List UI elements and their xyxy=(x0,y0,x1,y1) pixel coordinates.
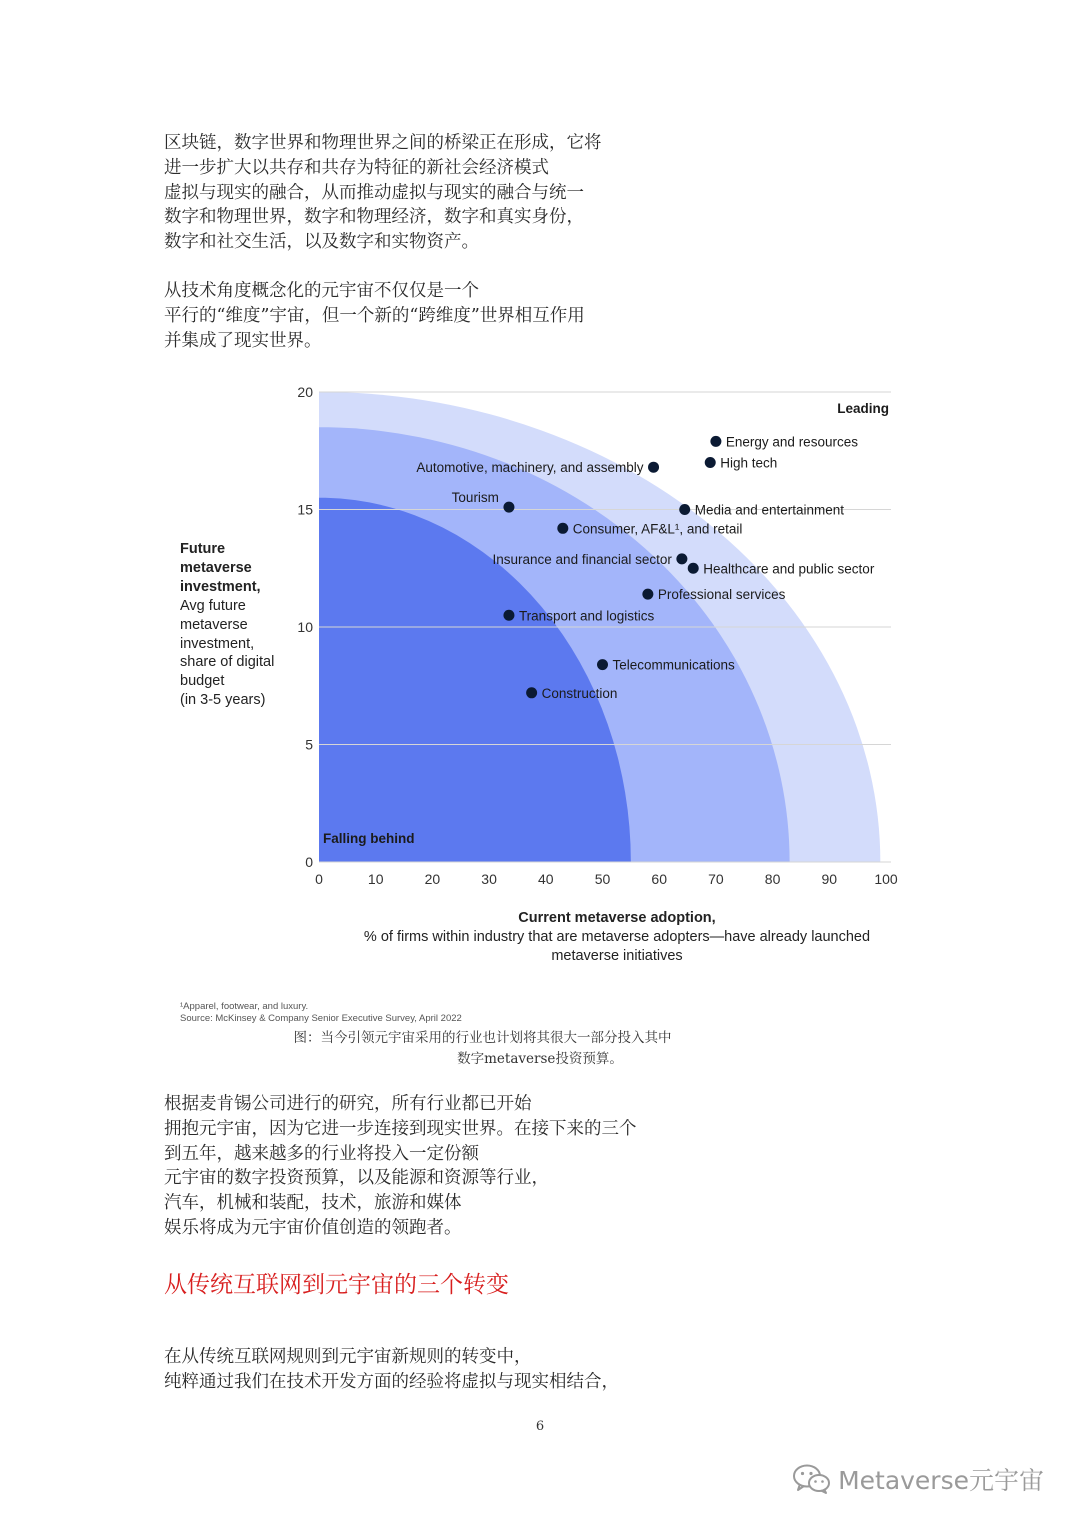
data-point xyxy=(503,502,514,513)
text-line: 虚拟与现实的融合，从而推动虚拟与现实的融合与统一 xyxy=(164,182,584,203)
footnote-line: Source: McKinsey & Company Senior Executive Survey, April 2022 xyxy=(180,1013,462,1024)
data-point xyxy=(597,659,608,670)
text-line: 并集成了现实世界。 xyxy=(164,330,322,351)
data-point xyxy=(503,610,514,621)
text-line: 数字和社交生活，以及数字和实物资产。 xyxy=(164,232,479,253)
y-tick-label: 0 xyxy=(305,854,313,870)
y-tick-label: 20 xyxy=(297,384,313,400)
y-axis-label-line: Avg future xyxy=(180,598,246,614)
y-axis-label-line: share of digital xyxy=(180,654,275,670)
metaverse-adoption-chart xyxy=(165,375,925,1035)
x-axis-label-line: metaverse initiatives xyxy=(551,948,683,964)
y-axis-label-line: metaverse xyxy=(180,560,252,576)
data-point xyxy=(679,504,690,515)
point-label: Automotive, machinery, and assembly xyxy=(416,460,644,476)
x-tick-label: 50 xyxy=(594,871,611,887)
y-tick-label: 5 xyxy=(305,736,313,753)
y-axis-label xyxy=(180,541,274,708)
zone-label-falling-behind: Falling behind xyxy=(323,831,415,846)
y-axis-label-line: investment, xyxy=(180,636,255,652)
y-axis-label-line: (in 3-5 years) xyxy=(180,692,266,708)
x-tick-label: 70 xyxy=(708,871,724,887)
watermark-text: Metaverse元宇宙 xyxy=(838,1466,1044,1495)
figure-caption xyxy=(0,1028,1080,1070)
x-tick-label: 10 xyxy=(367,871,384,887)
x-axis-label xyxy=(364,910,870,964)
point-label: Energy and resources xyxy=(725,434,858,450)
data-point xyxy=(648,462,659,473)
point-label: Consumer, AF&L¹, and retail xyxy=(572,521,743,537)
x-tick-label: 30 xyxy=(481,871,497,887)
text-line: 纯粹通过我们在技术开发方面的经验将虚拟与现实相结合， xyxy=(164,1371,619,1392)
zone-label-leading: Leading xyxy=(837,401,889,416)
y-tick-label: 10 xyxy=(297,619,313,635)
wechat-icon xyxy=(792,1462,832,1496)
data-point xyxy=(526,687,537,698)
data-point xyxy=(642,589,653,600)
x-tick-label: 100 xyxy=(874,871,898,887)
footnote-line: ¹Apparel, footwear, and luxury. xyxy=(180,1001,309,1012)
data-point xyxy=(557,523,568,534)
text-line: 娱乐将成为元宇宙价值创造的领跑者。 xyxy=(164,1217,462,1238)
text-line: 根据麦肯锡公司进行的研究，所有行业都已开始 xyxy=(164,1094,532,1114)
text-line: 元宇宙的数字投资预算，以及能源和资源等行业， xyxy=(164,1168,549,1189)
transition-paragraph xyxy=(164,1345,619,1395)
point-label: Construction xyxy=(541,685,618,701)
caption-line: 数字metaverse投资预算。 xyxy=(457,1051,623,1067)
x-tick-label: 90 xyxy=(821,871,838,887)
data-point xyxy=(710,436,721,447)
page-number: 6 xyxy=(535,1419,545,1434)
point-label: High tech xyxy=(720,455,778,471)
y-axis-label-line: investment, xyxy=(180,579,261,595)
section-heading: 从传统互联网到元宇宙的三个转变 xyxy=(164,1272,509,1298)
x-axis-ticks xyxy=(315,871,898,887)
point-label: Transport and logistics xyxy=(518,608,655,624)
y-axis-label-line: metaverse xyxy=(180,617,248,633)
intro-paragraph xyxy=(164,131,602,255)
y-axis-label-line: budget xyxy=(180,673,225,689)
text-line: 拥抱元宇宙，因为它进一步连接到现实世界。在接下来的三个 xyxy=(164,1118,637,1139)
data-point xyxy=(688,563,699,574)
x-tick-label: 0 xyxy=(315,871,323,887)
y-axis-ticks xyxy=(297,384,313,870)
text-line: 数字和物理世界，数字和物理经济，数字和真实身份， xyxy=(164,207,584,228)
x-tick-label: 20 xyxy=(424,871,441,887)
chart-footnote xyxy=(180,1001,462,1024)
y-tick-label: 15 xyxy=(297,501,313,518)
point-label: Media and entertainment xyxy=(694,502,845,518)
caption-line: 图：当今引领元宇宙采用的行业也计划将其很大一部分投入其中 xyxy=(293,1030,672,1046)
y-axis-label-line: Future xyxy=(180,541,226,557)
point-label: Insurance and financial sector xyxy=(492,551,672,567)
text-line: 进一步扩大以共存和共存为特征的新社会经济模式 xyxy=(164,157,549,178)
point-label: Professional services xyxy=(657,587,786,603)
text-line: 平行的“维度”宇宙，但一个新的“跨维度”世界相互作用 xyxy=(164,305,585,326)
data-point xyxy=(676,553,687,564)
point-label: Healthcare and public sector xyxy=(703,561,875,577)
x-axis-label-line: Current metaverse adoption, xyxy=(518,910,716,926)
point-label: Telecommunications xyxy=(612,657,735,673)
watermark xyxy=(792,1462,1044,1496)
text-line: 从技术角度概念化的元宇宙不仅仅是一个 xyxy=(164,281,479,301)
text-line: 在从传统互联网规则到元宇宙新规则的转变中， xyxy=(164,1347,532,1367)
x-tick-label: 80 xyxy=(764,871,781,887)
x-tick-label: 40 xyxy=(538,871,554,887)
research-paragraph xyxy=(164,1092,637,1241)
x-tick-label: 60 xyxy=(651,871,667,887)
text-line: 到五年，越来越多的行业将投入一定份额 xyxy=(164,1143,479,1164)
text-line: 区块链，数字世界和物理世界之间的桥梁正在形成，它将 xyxy=(164,133,602,153)
concept-paragraph xyxy=(164,279,585,353)
point-label: Tourism xyxy=(451,490,499,506)
text-line: 汽车，机械和装配，技术，旅游和媒体 xyxy=(164,1193,462,1214)
data-point xyxy=(705,457,716,468)
x-axis-label-line: % of firms within industry that are metaverse adopters—have already launched xyxy=(363,929,871,945)
